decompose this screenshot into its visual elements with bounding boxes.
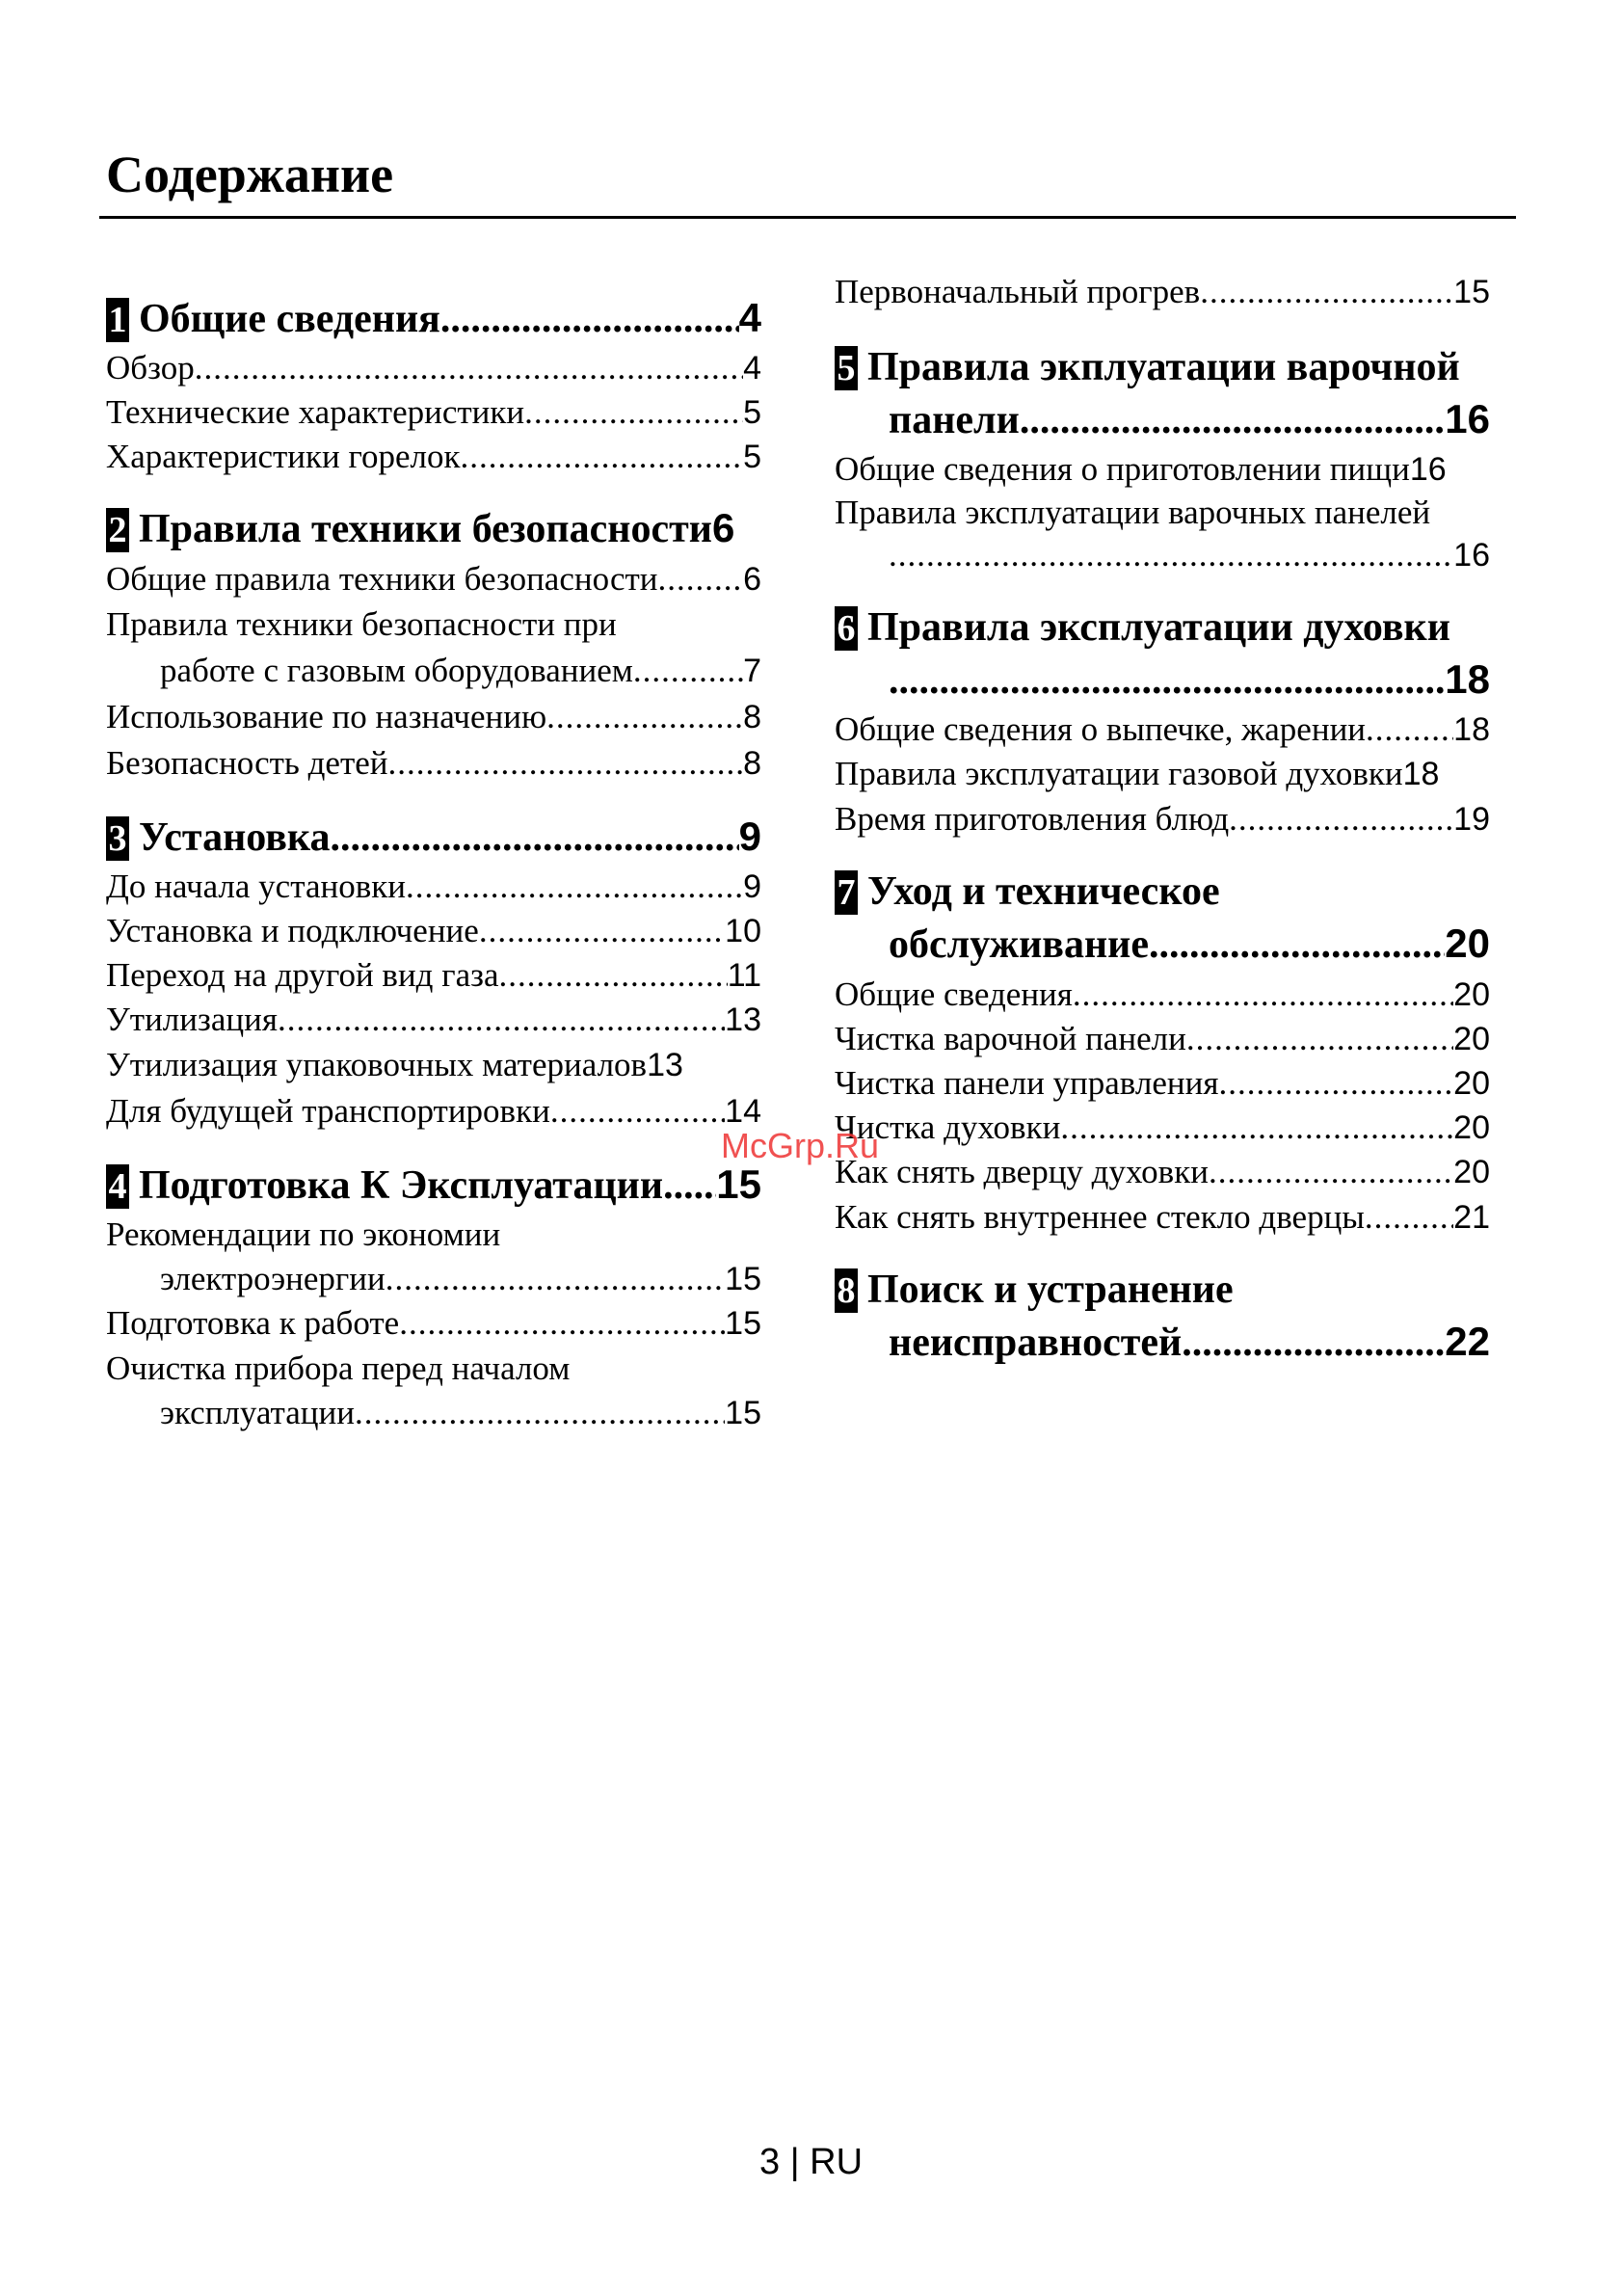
entry-page: 6 [743,561,761,598]
section-title: Правила эксплуатации духовки [867,605,1450,650]
entry-page: 8 [743,699,761,735]
toc-entry[interactable] [106,650,761,692]
leader-dots [1366,708,1453,751]
entry-page: 15 [1453,274,1490,310]
toc-section-8[interactable] [835,1264,1490,1369]
toc-entry-line1[interactable] [106,603,761,646]
entry-text: Переход на другой вид газа [106,956,499,994]
entry-page: 5 [743,439,761,475]
entry-page: 19 [1453,801,1490,838]
entry-page: 5 [743,394,761,431]
entry-text: Технические характеристики [106,393,525,431]
leader-dots [406,866,743,908]
entry-text: работе с газовым оборудованием [160,652,633,689]
leader-dots [278,999,725,1041]
toc-entry[interactable] [106,954,761,997]
section-title-line2: панели [889,398,1020,442]
entry-text: электроэнергии [160,1260,386,1297]
leader-dots [633,650,743,692]
toc-entry[interactable] [106,558,761,601]
toc-entry[interactable] [835,448,1490,491]
toc-entry[interactable] [106,1392,761,1434]
toc-entry[interactable] [835,753,1490,795]
toc-entry-line1[interactable] [106,1214,761,1256]
toc-section-2[interactable] [106,502,761,555]
section-number-badge: 8 [835,1268,858,1313]
entry-page: 15 [725,1395,761,1431]
entry-text: Правила эксплуатации газовой духовки [835,755,1403,792]
entry-text: Рекомендации по экономии [106,1215,501,1253]
section-page: 9 [738,814,761,859]
entry-page: 21 [1453,1199,1490,1236]
leader-dots [499,954,728,997]
entry-page: 20 [1453,1109,1490,1146]
entry-page: 16 [1453,537,1490,574]
section-title-line2: обслуживание [889,922,1150,967]
section-page: 6 [711,505,735,550]
entry-text: Чистка варочной панели [835,1020,1186,1057]
leader-dots [440,293,739,345]
entry-text: Для будущей транспортировки [106,1092,550,1130]
toc-entry[interactable] [106,1044,761,1086]
toc-entry[interactable] [106,696,761,738]
leader-dots [1020,394,1445,446]
entry-text: До начала установки [106,868,406,905]
leader-dots [460,436,743,478]
entry-text: Первоначальный прогрев [835,273,1201,310]
entry-text: Очистка прибора перед началом [106,1349,571,1387]
entry-text: Обзор [106,349,195,387]
leader-dots [386,1258,725,1300]
leader-dots [1365,1196,1453,1239]
toc-entry[interactable] [835,271,1490,313]
entry-page: 15 [725,1261,761,1297]
section-page: 16 [1445,396,1490,441]
entry-text: Как снять внутреннее стекло дверцы [835,1198,1365,1236]
section-title: Установка [139,815,331,860]
entry-text: эксплуатации [160,1394,356,1431]
leader-dots [355,1392,725,1434]
entry-page: 18 [1453,711,1490,748]
leader-dots [1073,974,1453,1016]
toc-entry[interactable] [835,798,1490,841]
toc-section-7[interactable] [835,866,1490,971]
entry-page: 10 [725,913,761,949]
watermark: McGrp.Ru [721,1126,880,1165]
section-title: Уход и техническое [867,869,1220,914]
leader-dots [658,558,744,601]
toc-entry[interactable] [106,742,761,785]
leader-dots [388,742,744,785]
toc-entry[interactable] [835,708,1490,751]
entry-text: Как снять дверцу духовки [835,1153,1209,1190]
toc-entry-line1[interactable] [835,492,1490,534]
entry-text: Общие правила техники безопасности [106,560,658,598]
toc-entry[interactable] [106,436,761,478]
entry-page: 18 [1402,756,1440,792]
entry-page: 13 [725,1001,761,1038]
toc-entry[interactable] [835,1151,1490,1193]
section-page: 20 [1445,921,1490,966]
section-page: 15 [716,1161,761,1207]
page-title: Содержание [106,146,394,203]
entry-text: Общие сведения о приготовлении пищи [835,450,1410,488]
entry-text: Чистка панели управления [835,1064,1219,1102]
entry-text: Общие сведения [835,975,1073,1013]
toc-entry[interactable] [835,1107,1490,1149]
toc-entry[interactable] [835,1062,1490,1105]
section-number-badge: 2 [106,508,129,552]
section-title: Подготовка К Эксплуатации [139,1163,664,1208]
entry-page: 8 [743,745,761,782]
leader-dots [195,347,743,389]
entry-text: Установка и подключение [106,912,479,949]
leader-dots [1186,1018,1453,1060]
leader-dots [1149,919,1445,971]
entry-page: 7 [743,653,761,689]
entry-text: Общие сведения о выпечке, жарении [835,710,1367,748]
section-number-badge: 6 [835,606,858,651]
entry-text: Время приготовления блюд [835,800,1230,838]
title-rule [99,216,1516,219]
toc-section-4[interactable] [106,1159,761,1212]
entry-page: 15 [725,1305,761,1342]
footer-separator: | [789,2142,800,2182]
entry-page: 13 [647,1047,683,1083]
section-title: Поиск и устранение [867,1268,1234,1312]
toc-entry[interactable] [106,391,761,434]
entry-page: 9 [743,868,761,905]
leader-dots [663,1160,716,1212]
entry-page: 20 [1453,1154,1490,1190]
toc-entry[interactable] [106,1090,761,1133]
entry-page: 20 [1453,1065,1490,1102]
toc-section-5[interactable] [835,341,1490,446]
leader-dots [550,1090,725,1133]
leader-dots [1060,1107,1453,1149]
entry-text: Характеристики горелок [106,438,461,475]
leader-dots [479,910,725,952]
leader-dots [1182,1317,1445,1369]
entry-page: 20 [1453,976,1490,1013]
toc-entry[interactable] [835,1196,1490,1239]
leader-dots [1200,271,1453,313]
leader-dots [889,654,1445,707]
leader-dots [524,391,743,434]
entry-page: 4 [743,350,761,387]
section-title: Правила техники безопасности [139,507,712,551]
leader-dots [399,1302,725,1345]
toc-entry[interactable] [835,974,1490,1016]
section-number-badge: 5 [835,346,858,390]
entry-text: Правила эксплуатации варочных панелей [835,494,1431,531]
toc-entry[interactable] [835,534,1490,576]
toc-section-6[interactable] [835,601,1490,707]
section-number-badge: 1 [106,298,129,342]
leader-dots [1218,1062,1453,1105]
toc-entry[interactable] [106,347,761,389]
section-number-badge: 4 [106,1164,129,1209]
entry-text: Правила техники безопасности при [106,605,617,643]
page-number: 3 [758,2142,781,2182]
toc-entry[interactable] [106,866,761,908]
leader-dots [330,812,738,864]
entry-page: 11 [727,957,761,994]
section-page: 4 [738,295,761,340]
leader-dots [546,696,743,738]
section-title: Общие сведения [139,297,440,341]
entry-text: Утилизация [106,1001,278,1038]
leader-dots [1209,1151,1453,1193]
toc-section-1[interactable] [106,292,761,345]
section-number-badge: 3 [106,816,129,861]
page-footer [0,2142,1622,2183]
toc-entry-line1[interactable] [106,1348,761,1390]
entry-text: Использование по назначению [106,698,547,735]
entry-text: Чистка духовки [835,1108,1061,1146]
entry-text: Подготовка к работе [106,1304,400,1342]
toc-entry[interactable] [106,910,761,952]
toc-entry[interactable] [106,1258,761,1300]
section-page: 18 [1445,656,1490,702]
toc-entry[interactable] [106,999,761,1041]
section-title: Правила экплуатации варочной [867,345,1460,389]
entry-page: 16 [1409,451,1447,488]
section-title-line2: неисправностей [889,1321,1183,1365]
section-number-badge: 7 [835,870,858,915]
entry-page: 14 [725,1093,761,1130]
language-code: RU [810,2142,864,2182]
toc-entry[interactable] [835,1018,1490,1060]
entry-text: Безопасность детей [106,744,388,782]
entry-page: 20 [1453,1021,1490,1057]
leader-dots [889,534,1453,576]
toc-entry[interactable] [106,1302,761,1345]
entry-text: Утилизация упаковочных материалов [106,1046,648,1083]
toc-section-3[interactable] [106,811,761,864]
section-page: 22 [1445,1319,1490,1364]
leader-dots [1229,798,1453,841]
